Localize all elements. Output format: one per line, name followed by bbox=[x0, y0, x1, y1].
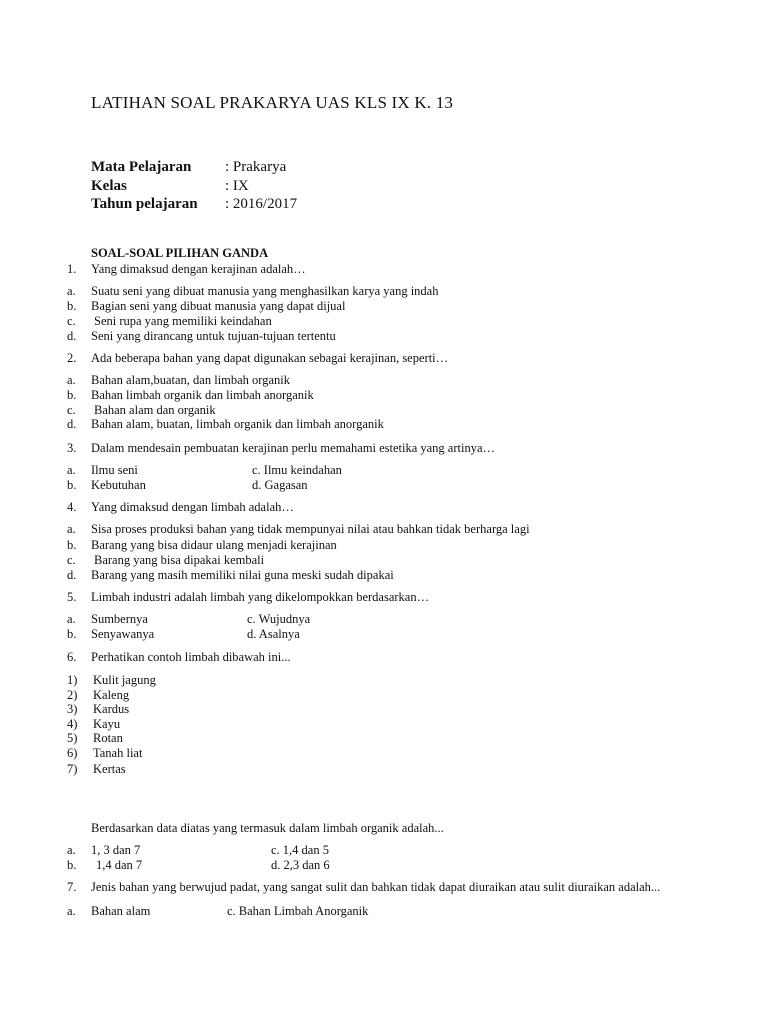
question-text: Yang dimaksud dengan limbah adalah… bbox=[91, 500, 294, 514]
question-number: 2. bbox=[67, 351, 77, 365]
option-text: Sisa proses produksi bahan yang tidak mempunyai nilai atau bahkan tidak berharga lagi bbox=[91, 522, 530, 536]
option-text: Seni yang dirancang untuk tujuan-tujuan tertentu bbox=[91, 329, 336, 343]
list-item-number: 7) bbox=[67, 762, 78, 776]
question-number: 4. bbox=[67, 500, 77, 514]
option-label: c. bbox=[67, 314, 76, 328]
question-number: 5. bbox=[67, 590, 77, 604]
option-text: d. Asalnya bbox=[247, 627, 300, 641]
list-item-text: Tanah liat bbox=[93, 746, 143, 760]
list-item-number: 1) bbox=[67, 673, 78, 687]
option-label: a. bbox=[67, 522, 76, 536]
list-item-text: Kertas bbox=[93, 762, 126, 776]
option-label: b. bbox=[67, 478, 77, 492]
option-label: a. bbox=[67, 843, 76, 857]
year-value: : 2016/2017 bbox=[225, 196, 298, 212]
class-label: Kelas bbox=[91, 178, 127, 194]
option-label: d. bbox=[67, 417, 77, 431]
option-label: d. bbox=[67, 329, 77, 343]
option-text: Senyawanya bbox=[91, 627, 155, 641]
page-title: LATIHAN SOAL PRAKARYA UAS KLS IX K. 13 bbox=[91, 93, 454, 112]
option-label: b. bbox=[67, 299, 77, 313]
option-text: Bahan alam bbox=[91, 904, 151, 918]
list-item-number: 3) bbox=[67, 702, 78, 716]
list-item-number: 6) bbox=[67, 746, 78, 760]
option-text: c. Wujudnya bbox=[247, 612, 311, 626]
option-label: a. bbox=[67, 463, 76, 477]
question-text: Perhatikan contoh limbah dibawah ini... bbox=[91, 650, 291, 664]
option-label: a. bbox=[67, 284, 76, 298]
option-text: 1,4 dan 7 bbox=[96, 858, 143, 872]
option-text: Barang yang masih memiliki nilai guna meski sudah dipakai bbox=[91, 568, 394, 582]
question-text: Dalam mendesain pembuatan kerajinan perlu memahami estetika yang artinya… bbox=[91, 441, 496, 455]
class-value: : IX bbox=[225, 178, 249, 194]
option-text: c. Bahan Limbah Anorganik bbox=[227, 904, 369, 918]
question-text: Jenis bahan yang berwujud padat, yang sangat sulit dan bahkan tidak dapat diuraikan atau sulit diuraikan adalah... bbox=[91, 880, 661, 894]
question-number: 6. bbox=[67, 650, 77, 664]
option-label: b. bbox=[67, 858, 77, 872]
list-item-text: Kaleng bbox=[93, 688, 130, 702]
question-text: Limbah industri adalah limbah yang dikelompokkan berdasarkan… bbox=[91, 590, 430, 604]
list-item-text: Kulit jagung bbox=[93, 673, 156, 687]
option-label: b. bbox=[67, 388, 77, 402]
subject-value: : Prakarya bbox=[225, 159, 287, 175]
option-text: c. 1,4 dan 5 bbox=[271, 843, 329, 857]
option-text: Sumbernya bbox=[91, 612, 148, 626]
option-text: 1, 3 dan 7 bbox=[91, 843, 141, 857]
option-text: Bahan alam dan organik bbox=[94, 403, 216, 417]
question-number: 7. bbox=[67, 880, 77, 894]
list-item-number: 5) bbox=[67, 731, 78, 745]
option-text: d. 2,3 dan 6 bbox=[271, 858, 330, 872]
option-label: a. bbox=[67, 904, 76, 918]
section-title: SOAL-SOAL PILIHAN GANDA bbox=[91, 246, 269, 260]
year-label: Tahun pelajaran bbox=[91, 196, 198, 212]
option-text: Barang yang bisa didaur ulang menjadi kerajinan bbox=[91, 538, 337, 552]
option-label: a. bbox=[67, 612, 76, 626]
question-number: 3. bbox=[67, 441, 77, 455]
question-text: Yang dimaksud dengan kerajinan adalah… bbox=[91, 262, 306, 276]
option-text: Suatu seni yang dibuat manusia yang menghasilkan karya yang indah bbox=[91, 284, 439, 298]
list-item-text: Kayu bbox=[93, 717, 121, 731]
list-item-number: 4) bbox=[67, 717, 78, 731]
option-label: a. bbox=[67, 373, 76, 387]
option-text: Bahan limbah organik dan limbah anorganik bbox=[91, 388, 314, 402]
option-label: d. bbox=[67, 568, 77, 582]
list-item-text: Rotan bbox=[93, 731, 123, 745]
question-text: Ada beberapa bahan yang dapat digunakan sebagai kerajinan, seperti… bbox=[91, 351, 449, 365]
question-followup: Berdasarkan data diatas yang termasuk dalam limbah organik adalah... bbox=[91, 821, 444, 835]
option-label: b. bbox=[67, 627, 77, 641]
option-text: Seni rupa yang memiliki keindahan bbox=[94, 314, 272, 328]
option-text: Bagian seni yang dibuat manusia yang dapat dijual bbox=[91, 299, 346, 313]
option-label: c. bbox=[67, 553, 76, 567]
option-text: Bahan alam, buatan, limbah organik dan limbah anorganik bbox=[91, 417, 384, 431]
option-text: Ilmu seni bbox=[91, 463, 138, 477]
subject-label: Mata Pelajaran bbox=[91, 159, 192, 175]
option-text: Bahan alam,buatan, dan limbah organik bbox=[91, 373, 291, 387]
option-text: Barang yang bisa dipakai kembali bbox=[94, 553, 265, 567]
list-item-text: Kardus bbox=[93, 702, 130, 716]
option-label: b. bbox=[67, 538, 77, 552]
question-number: 1. bbox=[67, 262, 77, 276]
option-label: c. bbox=[67, 403, 76, 417]
option-text: d. Gagasan bbox=[252, 478, 308, 492]
list-item-number: 2) bbox=[67, 688, 78, 702]
option-text: Kebutuhan bbox=[91, 478, 146, 492]
option-text: c. Ilmu keindahan bbox=[252, 463, 342, 477]
